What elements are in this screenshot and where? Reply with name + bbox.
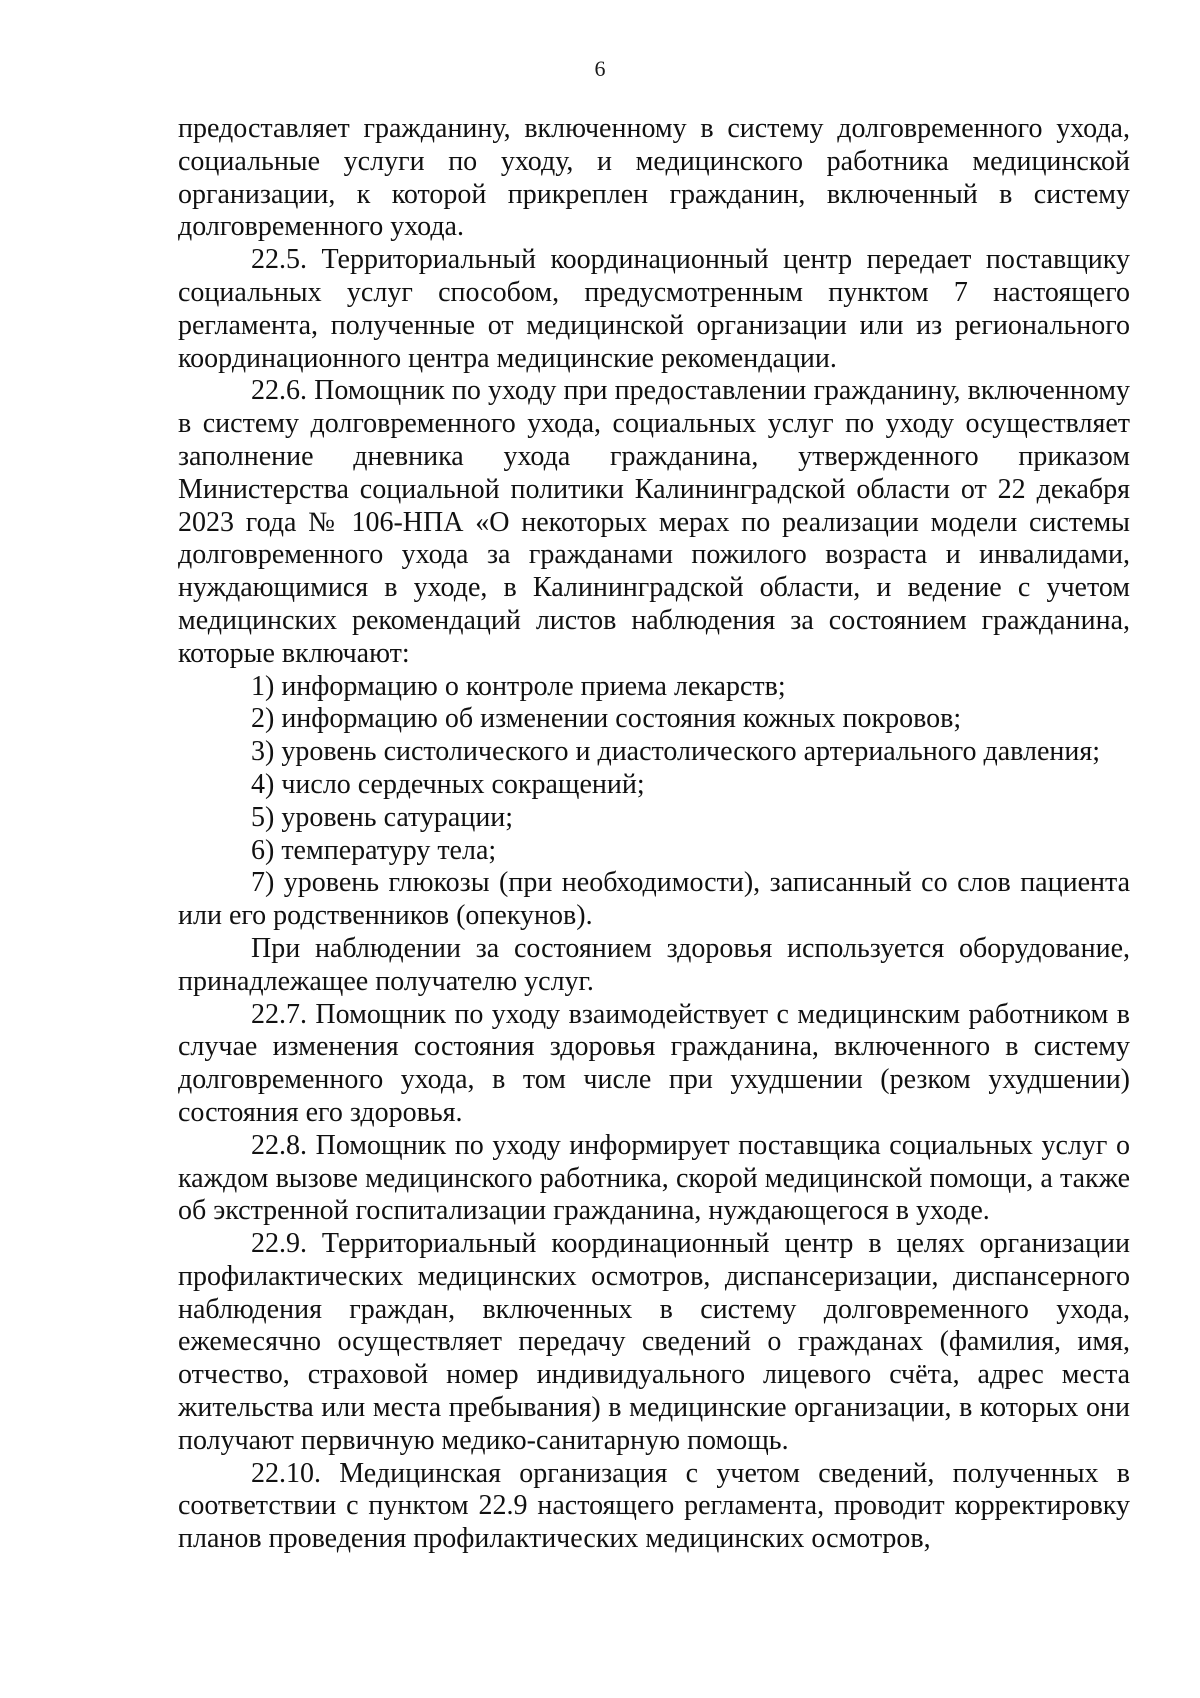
paragraph-22-8: 22.8. Помощник по уходу информирует поставщика социальных услуг о каждом вызове медицинского работника, скорой медицинской помощи, а также об экстренной госпитализации гражданина, нуждающегося в уходе. bbox=[178, 1129, 1130, 1227]
document-body bbox=[178, 113, 1130, 1556]
paragraph-continuation: предоставляет гражданину, включенному в систему долговременного ухода, социальные услуги по уходу, и медицинского работника медицинской организации, к которой прикреплен гражданин, включенный в систему долговременного ухода. bbox=[178, 113, 1130, 243]
paragraph-equipment: При наблюдении за состоянием здоровья используется оборудование, принадлежащее получателю услуг. bbox=[178, 932, 1130, 997]
paragraph-22-9: 22.9. Территориальный координационный центр в целях организации профилактических медицинских осмотров, диспансеризации, диспансерного наблюдения граждан, включенных в систему долговременного ухода, ежемесячно осуществляет передачу сведений о гражданах (фамилия, имя, отчество, страховой номер индивидуального лицевого счёта, адрес места жительства или места пребывания) в медицинские организации, в которых они получают первичную медико-санитарную помощь. bbox=[178, 1228, 1130, 1456]
page-number: 6 bbox=[594, 56, 606, 81]
list-item-2: 2) информацию об изменении состояния кожных покровов; bbox=[251, 703, 962, 735]
list-item-6: 6) температуру тела; bbox=[251, 834, 497, 866]
list-item-5: 5) уровень сатурации; bbox=[251, 801, 514, 833]
paragraph-22-7: 22.7. Помощник по уходу взаимодействует с медицинским работником в случае изменения состояния здоровья гражданина, включенного в систему долговременного ухода, в том числе при ухудшении (резком ухудшении) состояния его здоровья. bbox=[178, 998, 1130, 1128]
paragraph-22-10: 22.10. Медицинская организация с учетом сведений, полученных в соответствии с пунктом 22.9 настоящего регламента, проводит корректировку планов проведения профилактических медицинских осмотров, bbox=[178, 1457, 1130, 1555]
list-item-3: 3) уровень систолического и диастолического артериального давления; bbox=[251, 736, 1101, 768]
paragraph-22-5: 22.5. Территориальный координационный центр передает поставщику социальных услуг способом, предусмотренным пунктом 7 настоящего регламента, полученные от медицинской организации или из регионального координационного центра медицинские рекомендации. bbox=[178, 244, 1130, 374]
paragraph-22-6: 22.6. Помощник по уходу при предоставлении гражданину, включенному в систему долговременного ухода, социальных услуг по уходу осуществляет заполнение дневника ухода гражданина, утвержденного приказом Министерства социальной политики Калининградской области от 22 декабря 2023 года № 106-НПА «О некоторых мерах по реализации модели системы долговременного ухода за гражданами пожилого возраста и инвалидами, нуждающимися в уходе, в Калининградской области, и ведение с учетом медицинских рекомендаций листов наблюдения за состоянием гражданина, которые включают: bbox=[178, 375, 1130, 669]
list-item-7: 7) уровень глюкозы (при необходимости), записанный со слов пациента или его родственников (опекунов). bbox=[178, 867, 1130, 932]
list-item-1: 1) информацию о контроле приема лекарств; bbox=[251, 670, 786, 702]
list-item-4: 4) число сердечных сокращений; bbox=[251, 768, 645, 800]
